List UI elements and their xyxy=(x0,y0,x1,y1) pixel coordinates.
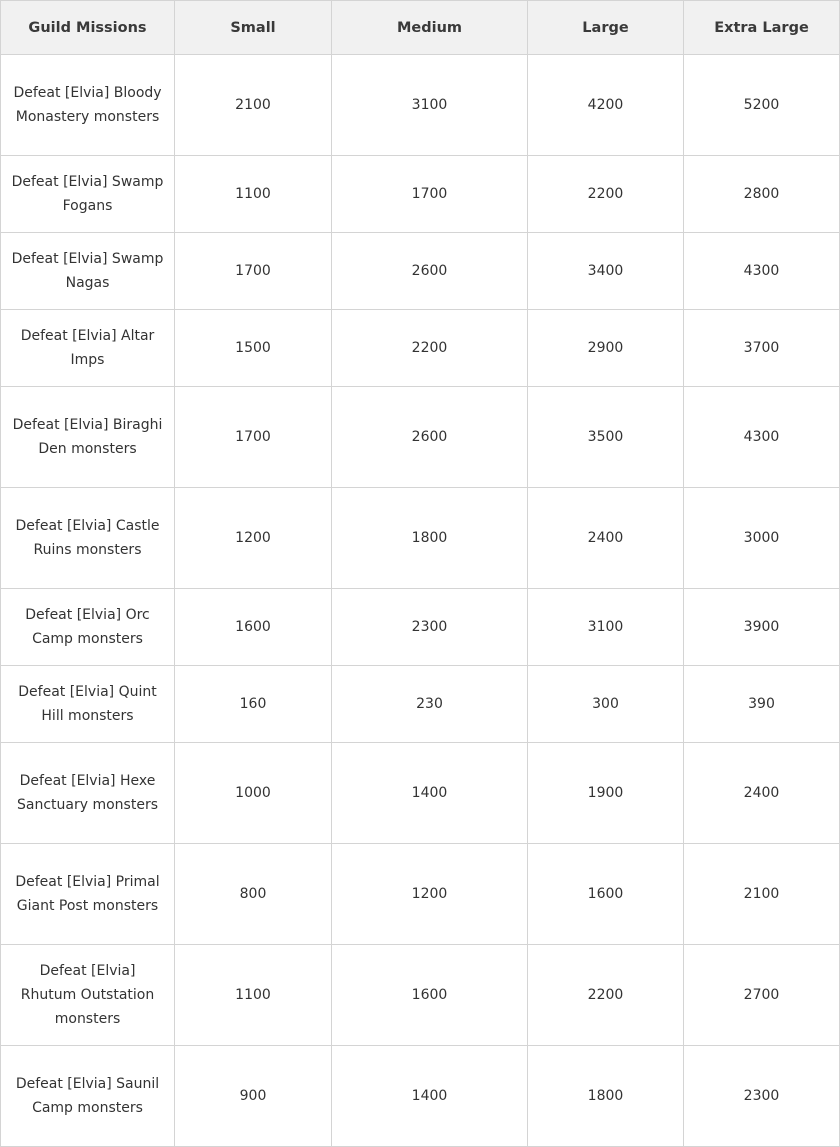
extra-large-value: 3900 xyxy=(684,589,840,666)
large-value: 300 xyxy=(528,666,684,743)
table-row xyxy=(1,310,840,387)
small-value: 1600 xyxy=(175,589,332,666)
large-value: 3400 xyxy=(528,233,684,310)
mission-name: Defeat [Elvia] Swamp Nagas xyxy=(1,233,175,310)
medium-value: 2200 xyxy=(332,310,528,387)
header-extra-large: Extra Large xyxy=(684,1,840,55)
table-row xyxy=(1,233,840,310)
small-value: 2100 xyxy=(175,55,332,156)
small-value: 1000 xyxy=(175,743,332,844)
mission-name: Defeat [Elvia] Saunil Camp monsters xyxy=(1,1046,175,1147)
extra-large-value: 3000 xyxy=(684,488,840,589)
large-value: 2400 xyxy=(528,488,684,589)
mission-name: Defeat [Elvia] Biraghi Den monsters xyxy=(1,387,175,488)
large-value: 2900 xyxy=(528,310,684,387)
large-value: 1900 xyxy=(528,743,684,844)
extra-large-value: 3700 xyxy=(684,310,840,387)
mission-name: Defeat [Elvia] Castle Ruins monsters xyxy=(1,488,175,589)
medium-value: 2600 xyxy=(332,233,528,310)
large-value: 3500 xyxy=(528,387,684,488)
table-row xyxy=(1,589,840,666)
large-value: 3100 xyxy=(528,589,684,666)
medium-value: 1700 xyxy=(332,156,528,233)
extra-large-value: 2800 xyxy=(684,156,840,233)
small-value: 900 xyxy=(175,1046,332,1147)
medium-value: 230 xyxy=(332,666,528,743)
header-medium: Medium xyxy=(332,1,528,55)
small-value: 1100 xyxy=(175,945,332,1046)
small-value: 160 xyxy=(175,666,332,743)
mission-name: Defeat [Elvia] Quint Hill monsters xyxy=(1,666,175,743)
small-value: 1500 xyxy=(175,310,332,387)
extra-large-value: 2400 xyxy=(684,743,840,844)
table-row xyxy=(1,55,840,156)
medium-value: 2600 xyxy=(332,387,528,488)
header-large: Large xyxy=(528,1,684,55)
header-small: Small xyxy=(175,1,332,55)
mission-name: Defeat [Elvia] Primal Giant Post monsters xyxy=(1,844,175,945)
mission-name: Defeat [Elvia] Hexe Sanctuary monsters xyxy=(1,743,175,844)
mission-name: Defeat [Elvia] Rhutum Outstation monsters xyxy=(1,945,175,1046)
extra-large-value: 2100 xyxy=(684,844,840,945)
table-row xyxy=(1,666,840,743)
table-row xyxy=(1,387,840,488)
extra-large-value: 2300 xyxy=(684,1046,840,1147)
extra-large-value: 4300 xyxy=(684,387,840,488)
medium-value: 2300 xyxy=(332,589,528,666)
table-row xyxy=(1,488,840,589)
table-row xyxy=(1,743,840,844)
medium-value: 1600 xyxy=(332,945,528,1046)
large-value: 2200 xyxy=(528,156,684,233)
mission-name: Defeat [Elvia] Swamp Fogans xyxy=(1,156,175,233)
medium-value: 1400 xyxy=(332,1046,528,1147)
header-row xyxy=(1,1,840,55)
large-value: 2200 xyxy=(528,945,684,1046)
small-value: 1700 xyxy=(175,387,332,488)
medium-value: 1800 xyxy=(332,488,528,589)
medium-value: 1200 xyxy=(332,844,528,945)
mission-name: Defeat [Elvia] Altar Imps xyxy=(1,310,175,387)
header-guild-missions: Guild Missions xyxy=(1,1,175,55)
table-row xyxy=(1,945,840,1046)
table-row xyxy=(1,156,840,233)
large-value: 1800 xyxy=(528,1046,684,1147)
mission-name: Defeat [Elvia] Orc Camp monsters xyxy=(1,589,175,666)
large-value: 1600 xyxy=(528,844,684,945)
medium-value: 1400 xyxy=(332,743,528,844)
small-value: 1700 xyxy=(175,233,332,310)
mission-name: Defeat [Elvia] Bloody Monastery monsters xyxy=(1,55,175,156)
small-value: 800 xyxy=(175,844,332,945)
table-row xyxy=(1,844,840,945)
table-row xyxy=(1,1046,840,1147)
extra-large-value: 5200 xyxy=(684,55,840,156)
medium-value: 3100 xyxy=(332,55,528,156)
extra-large-value: 2700 xyxy=(684,945,840,1046)
small-value: 1200 xyxy=(175,488,332,589)
extra-large-value: 390 xyxy=(684,666,840,743)
extra-large-value: 4300 xyxy=(684,233,840,310)
small-value: 1100 xyxy=(175,156,332,233)
large-value: 4200 xyxy=(528,55,684,156)
